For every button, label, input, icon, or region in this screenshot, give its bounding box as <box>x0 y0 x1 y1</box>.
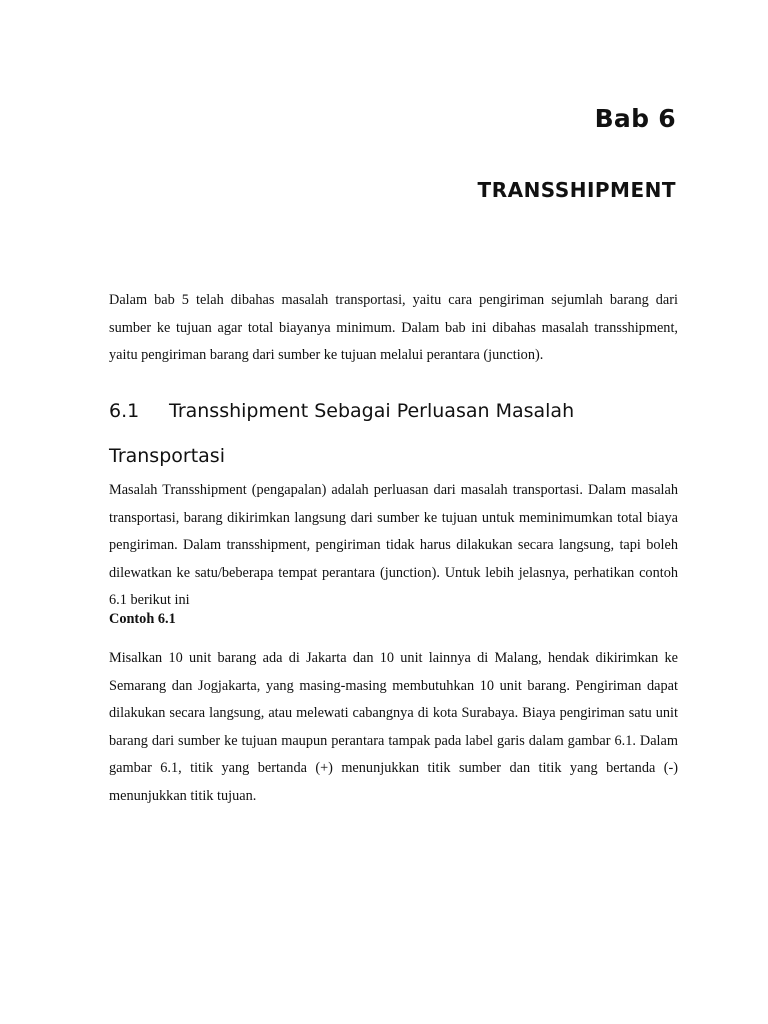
chapter-label: Bab 6 <box>594 104 676 133</box>
section-title: Transshipment Sebagai Perluasan Masalah Transportasi <box>109 400 575 467</box>
intro-paragraph: Dalam bab 5 telah dibahas masalah transportasi, yaitu cara pengiriman sejumlah barang dari sumber ke tujuan agar total biayanya minimum. Dalam bab ini dibahas masalah transshipment, yaitu pengiriman barang dari sumber ke tujuan melalui perantara (junction). <box>109 292 678 363</box>
section-body-paragraph: Masalah Transshipment (pengapalan) adalah perluasan dari masalah transportasi. Dalam masalah transportasi, barang dikirimkan langsung dari sumber ke tujuan untuk meminimumkan total biaya pengiriman. Dalam transshipment, pengiriman tidak harus dilakukan secara langsung, tapi boleh dilewatkan ke satu/beberapa tempat perantara (junction). Untuk lebih jelasnya, perhatikan contoh 6.1 berikut ini <box>109 482 678 608</box>
section-heading <box>109 389 679 479</box>
chapter-title: TRANSSHIPMENT <box>477 178 676 202</box>
section-number: 6.1 <box>109 400 140 422</box>
example-body-paragraph: Misalkan 10 unit barang ada di Jakarta dan 10 unit lainnya di Malang, hendak dikirimkan ke Semarang dan Jogjakarta, yang masing-masing membutuhkan 10 unit barang. Pengiriman dapat dilakukan secara langsung, atau melewati cabangnya di kota Surabaya. Biaya pengiriman satu unit barang dari sumber ke tujuan maupun perantara tampak pada label garis dalam gambar 6.1. Dalam gambar 6.1, titik yang bertanda (+) menunjukkan titik sumber dan titik yang bertanda (-) menunjukkan titik tujuan. <box>109 650 678 804</box>
example-heading: Contoh 6.1 <box>109 611 176 627</box>
